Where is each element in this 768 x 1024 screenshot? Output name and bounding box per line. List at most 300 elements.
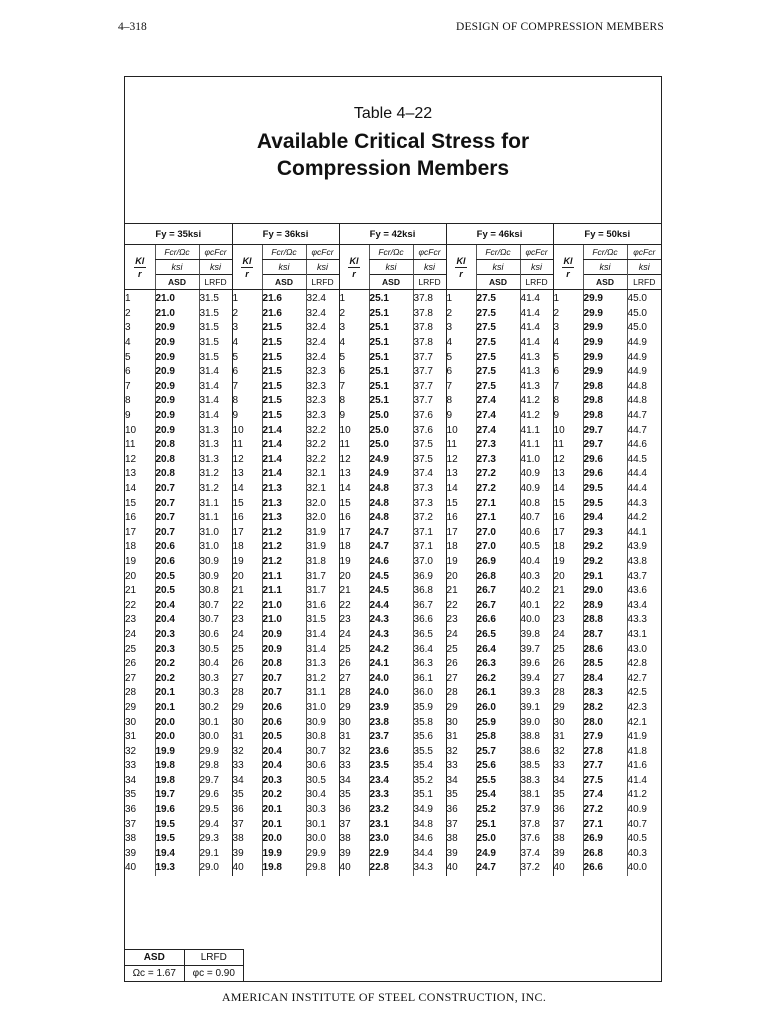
- asd-stress-value: 21.2: [262, 540, 306, 555]
- asd-stress-value: 25.6: [476, 759, 520, 774]
- lrfd-stress-value: 42.5: [627, 686, 661, 701]
- kl-r-value: 38: [339, 832, 369, 847]
- kl-r-value: 14: [339, 482, 369, 497]
- kl-r-value: 14: [125, 483, 137, 495]
- lrfd-stress-value: 39.3: [520, 686, 553, 701]
- asd-stress-value: 29.3: [583, 526, 627, 541]
- asd-stress-value: 20.9: [155, 321, 199, 336]
- asd-stress-value: 27.5: [476, 380, 520, 395]
- asd-stress-value: 28.9: [583, 598, 627, 613]
- lrfd-stress-value: 40.0: [627, 861, 661, 876]
- lrfd-stress-value: 42.7: [627, 671, 661, 686]
- lrfd-stress-value: 31.5: [306, 613, 339, 628]
- lrfd-stress-value: 32.0: [306, 496, 339, 511]
- asd-stress-value: 29.8: [583, 409, 627, 424]
- asd-stress-value: 29.5: [583, 482, 627, 497]
- asd-stress-value: 21.5: [262, 321, 306, 336]
- table-row: [125, 423, 661, 438]
- lrfd-stress-value: 30.8: [199, 584, 232, 599]
- lrfd-stress-value: 43.9: [627, 540, 661, 555]
- lrfd-stress-value: 43.8: [627, 555, 661, 570]
- lrfd-stress-value: 41.4: [520, 321, 553, 336]
- lrfd-stress-value: 31.5: [199, 350, 232, 365]
- lrfd-stress-value: 31.5: [199, 321, 232, 336]
- lrfd-stress-value: 30.9: [199, 555, 232, 570]
- r-label: r: [566, 268, 570, 279]
- lrfd-stress-value: 31.5: [199, 336, 232, 351]
- kl-r-value: 10: [232, 423, 262, 438]
- lrfd-stress-value: 40.7: [627, 817, 661, 832]
- lrfd-stress-value: 34.8: [413, 817, 446, 832]
- table-row: [125, 613, 661, 628]
- asd-stress-value: 21.3: [262, 482, 306, 497]
- table-row: [125, 496, 661, 511]
- asd-column-head: Fcr/Ωc: [476, 245, 520, 260]
- kl-r-value: 9: [232, 409, 262, 424]
- asd-stress-value: 28.8: [583, 613, 627, 628]
- kl-r-value: 40: [553, 861, 583, 876]
- table-row: [125, 321, 661, 336]
- lrfd-stress-value: 31.2: [199, 467, 232, 482]
- kl-r-value: 22: [553, 598, 583, 613]
- kl-r-value: 31: [553, 730, 583, 745]
- kl-r-value: 29: [553, 701, 583, 716]
- asd-stress-value: 23.9: [369, 701, 413, 716]
- lrfd-label: LRFD: [306, 275, 339, 290]
- asd-stress-value: 26.9: [476, 555, 520, 570]
- lrfd-stress-value: 39.6: [520, 657, 553, 672]
- unit-ksi: ksi: [155, 260, 199, 275]
- table-row: [125, 832, 661, 847]
- lrfd-stress-value: 44.4: [627, 482, 661, 497]
- asd-stress-value: 20.5: [262, 730, 306, 745]
- kl-r-value: 15: [232, 496, 262, 511]
- lrfd-stress-value: 43.1: [627, 628, 661, 643]
- asd-stress-value: 20.1: [262, 817, 306, 832]
- critical-stress-table: [125, 223, 661, 876]
- asd-stress-value: 20.4: [262, 744, 306, 759]
- asd-stress-value: 20.7: [262, 686, 306, 701]
- asd-stress-value: 25.4: [476, 788, 520, 803]
- table-row: [125, 701, 661, 716]
- asd-stress-value: 20.0: [155, 730, 199, 745]
- kl-r-value: 35: [553, 788, 583, 803]
- asd-stress-value: 19.8: [155, 774, 199, 789]
- kl-r-value: 3: [446, 321, 476, 336]
- lrfd-stress-value: 39.8: [520, 628, 553, 643]
- lrfd-stress-value: 29.9: [306, 847, 339, 862]
- asd-stress-value: 20.9: [155, 336, 199, 351]
- lrfd-stress-value: 31.1: [199, 511, 232, 526]
- kl-r-value: 32: [125, 745, 137, 757]
- kl-r-value: 20: [553, 569, 583, 584]
- kl-r-value: 34: [553, 774, 583, 789]
- kl-r-value: 7: [339, 380, 369, 395]
- lrfd-stress-value: 40.1: [520, 598, 553, 613]
- kl-r-value: 39: [339, 847, 369, 862]
- kl-r-value: 28: [232, 686, 262, 701]
- kl-r-value: 7: [553, 380, 583, 395]
- kl-r-value: 14: [446, 482, 476, 497]
- kl-r-value: 32: [446, 744, 476, 759]
- lrfd-stress-value: 42.3: [627, 701, 661, 716]
- asd-stress-value: 26.0: [476, 701, 520, 716]
- lrfd-stress-value: 44.6: [627, 438, 661, 453]
- kl-r-value: 31: [339, 730, 369, 745]
- asd-stress-value: 25.2: [476, 803, 520, 818]
- asd-stress-value: 24.1: [369, 657, 413, 672]
- lrfd-stress-value: 35.6: [413, 730, 446, 745]
- asd-stress-value: 26.7: [476, 584, 520, 599]
- kl-label: Kl: [349, 255, 359, 266]
- kl-r-value: 11: [339, 438, 369, 453]
- asd-stress-value: 27.7: [583, 759, 627, 774]
- asd-stress-value: 27.0: [476, 540, 520, 555]
- lrfd-stress-value: 30.3: [199, 686, 232, 701]
- asd-stress-value: 21.5: [262, 365, 306, 380]
- table-row: [125, 686, 661, 701]
- lrfd-stress-value: 36.6: [413, 613, 446, 628]
- asd-stress-value: 24.2: [369, 642, 413, 657]
- kl-r-value: 1: [553, 290, 583, 307]
- asd-label: ASD: [155, 275, 199, 290]
- asd-stress-value: 20.7: [262, 671, 306, 686]
- lrfd-stress-value: 32.2: [306, 438, 339, 453]
- kl-r-value: 22: [446, 598, 476, 613]
- lrfd-stress-value: 30.5: [306, 774, 339, 789]
- fy-header: Fy = 35ksi: [125, 224, 232, 245]
- lrfd-stress-value: 32.3: [306, 380, 339, 395]
- kl-r-value: 20: [339, 569, 369, 584]
- asd-stress-value: 22.8: [369, 861, 413, 876]
- lrfd-stress-value: 43.7: [627, 569, 661, 584]
- asd-stress-value: 20.0: [262, 832, 306, 847]
- kl-r-value: 31: [446, 730, 476, 745]
- kl-r-header: [339, 245, 369, 290]
- kl-r-value: 27: [446, 671, 476, 686]
- kl-r-value: 2: [553, 307, 583, 322]
- kl-r-value: 10: [339, 423, 369, 438]
- kl-r-value: 39: [446, 847, 476, 862]
- asd-stress-value: 27.4: [583, 788, 627, 803]
- kl-r-value: 33: [339, 759, 369, 774]
- asd-stress-value: 27.5: [476, 321, 520, 336]
- lrfd-stress-value: 32.1: [306, 482, 339, 497]
- kl-r-value: 12: [232, 453, 262, 468]
- unit-ksi: ksi: [199, 260, 232, 275]
- asd-stress-value: 26.2: [476, 671, 520, 686]
- fy-header: Fy = 50ksi: [553, 224, 661, 245]
- asd-stress-value: 28.4: [583, 671, 627, 686]
- asd-stress-value: 27.4: [476, 409, 520, 424]
- lrfd-stress-value: 30.6: [199, 628, 232, 643]
- asd-stress-value: 19.5: [155, 832, 199, 847]
- asd-stress-value: 29.4: [583, 511, 627, 526]
- kl-r-value: 30: [232, 715, 262, 730]
- asd-stress-value: 23.6: [369, 744, 413, 759]
- lrfd-stress-value: 30.4: [199, 657, 232, 672]
- lrfd-stress-value: 32.3: [306, 365, 339, 380]
- asd-stress-value: 27.5: [476, 336, 520, 351]
- kl-r-value: 37: [125, 818, 137, 830]
- asd-stress-value: 21.4: [262, 467, 306, 482]
- kl-r-value: 12: [553, 453, 583, 468]
- kl-r-value: 37: [339, 817, 369, 832]
- asd-stress-value: 20.9: [155, 394, 199, 409]
- asd-stress-value: 29.9: [583, 321, 627, 336]
- asd-stress-value: 21.4: [262, 423, 306, 438]
- asd-stress-value: 27.2: [476, 482, 520, 497]
- lrfd-stress-value: 38.8: [520, 730, 553, 745]
- kl-r-value: 9: [553, 409, 583, 424]
- kl-r-value: 29: [232, 701, 262, 716]
- kl-r-value: 13: [232, 467, 262, 482]
- kl-r-value: 19: [339, 555, 369, 570]
- kl-r-value: 10: [125, 424, 137, 436]
- kl-r-value: 33: [446, 759, 476, 774]
- table-row: [125, 774, 661, 789]
- phi-factor: φc = 0.90: [184, 966, 244, 981]
- kl-r-value: 28: [553, 686, 583, 701]
- asd-stress-value: 21.5: [262, 336, 306, 351]
- lrfd-stress-value: 31.6: [306, 598, 339, 613]
- lrfd-stress-value: 32.4: [306, 321, 339, 336]
- kl-r-value: 23: [339, 613, 369, 628]
- table-row: [125, 511, 661, 526]
- table-row: [125, 817, 661, 832]
- asd-stress-value: 27.9: [583, 730, 627, 745]
- lrfd-stress-value: 34.6: [413, 832, 446, 847]
- lrfd-stress-value: 37.6: [413, 409, 446, 424]
- kl-r-value: 12: [339, 453, 369, 468]
- asd-stress-value: 25.1: [369, 290, 413, 307]
- lrfd-stress-value: 40.9: [520, 467, 553, 482]
- asd-stress-value: 23.4: [369, 774, 413, 789]
- kl-r-value: 11: [125, 439, 136, 451]
- unit-ksi: ksi: [476, 260, 520, 275]
- asd-stress-value: 19.4: [155, 847, 199, 862]
- asd-label: ASD: [262, 275, 306, 290]
- kl-r-value: 5: [232, 350, 262, 365]
- asd-stress-value: 27.4: [476, 394, 520, 409]
- kl-r-header: [446, 245, 476, 290]
- asd-stress-value: 29.8: [583, 380, 627, 395]
- kl-r-value: 17: [339, 526, 369, 541]
- table-row: [125, 788, 661, 803]
- lrfd-stress-value: 44.9: [627, 365, 661, 380]
- asd-stress-value: 27.2: [476, 467, 520, 482]
- kl-r-value: 13: [125, 468, 137, 480]
- lrfd-stress-value: 40.9: [627, 803, 661, 818]
- lrfd-stress-value: 30.4: [306, 788, 339, 803]
- table-row: [125, 453, 661, 468]
- lrfd-stress-value: 37.8: [520, 817, 553, 832]
- kl-r-value: 18: [339, 540, 369, 555]
- lrfd-stress-value: 41.2: [520, 409, 553, 424]
- lrfd-stress-value: 41.4: [520, 290, 553, 307]
- lrfd-stress-value: 37.4: [520, 847, 553, 862]
- kl-r-value: 24: [446, 628, 476, 643]
- kl-r-value: 33: [125, 760, 137, 772]
- asd-stress-value: 20.7: [155, 496, 199, 511]
- kl-r-value: 24: [339, 628, 369, 643]
- asd-stress-value: 25.7: [476, 744, 520, 759]
- lrfd-stress-value: 38.6: [520, 744, 553, 759]
- asd-stress-value: 29.9: [583, 365, 627, 380]
- asd-label: ASD: [369, 275, 413, 290]
- kl-r-value: 21: [553, 584, 583, 599]
- lrfd-stress-value: 41.3: [520, 365, 553, 380]
- lrfd-stress-value: 40.9: [520, 482, 553, 497]
- lrfd-stress-value: 35.2: [413, 774, 446, 789]
- asd-stress-value: 19.7: [155, 788, 199, 803]
- asd-stress-value: 20.5: [155, 569, 199, 584]
- table-row: [125, 394, 661, 409]
- asd-stress-value: 27.5: [476, 290, 520, 307]
- kl-r-value: 26: [446, 657, 476, 672]
- asd-stress-value: 20.9: [262, 628, 306, 643]
- asd-stress-value: 29.0: [583, 584, 627, 599]
- lrfd-stress-value: 30.8: [306, 730, 339, 745]
- lrfd-stress-value: 32.3: [306, 409, 339, 424]
- kl-r-value: 30: [125, 716, 137, 728]
- kl-r-value: 4: [339, 336, 369, 351]
- kl-r-value: 25: [446, 642, 476, 657]
- lrfd-stress-value: 39.1: [520, 701, 553, 716]
- lrfd-stress-value: 29.0: [199, 861, 232, 876]
- fy-header: Fy = 42ksi: [339, 224, 446, 245]
- kl-r-value: 6: [232, 365, 262, 380]
- lrfd-stress-value: 31.2: [199, 482, 232, 497]
- kl-r-value: 9: [125, 410, 131, 422]
- lrfd-stress-value: 37.3: [413, 496, 446, 511]
- lrfd-stress-value: 31.3: [199, 438, 232, 453]
- kl-r-value: 2: [446, 307, 476, 322]
- table-row: [125, 307, 661, 322]
- lrfd-stress-value: 29.3: [199, 832, 232, 847]
- table-row: [125, 482, 661, 497]
- asd-stress-value: 21.2: [262, 555, 306, 570]
- asd-stress-value: 24.9: [476, 847, 520, 862]
- kl-r-value: 10: [446, 423, 476, 438]
- table-row: [125, 380, 661, 395]
- lrfd-stress-value: 30.6: [306, 759, 339, 774]
- asd-stress-value: 29.6: [583, 453, 627, 468]
- unit-ksi: ksi: [627, 260, 661, 275]
- asd-stress-value: 23.3: [369, 788, 413, 803]
- asd-stress-value: 29.9: [583, 336, 627, 351]
- lrfd-stress-value: 30.1: [199, 715, 232, 730]
- lrfd-stress-value: 37.6: [413, 423, 446, 438]
- kl-r-value: 39: [125, 847, 137, 859]
- table-row: [125, 336, 661, 351]
- table-title-line2: Compression Members: [276, 157, 510, 180]
- lrfd-stress-value: 31.0: [199, 526, 232, 541]
- asd-stress-value: 29.5: [583, 496, 627, 511]
- table-row: [125, 628, 661, 643]
- asd-stress-value: 22.9: [369, 847, 413, 862]
- asd-stress-value: 29.8: [583, 394, 627, 409]
- kl-r-value: 13: [339, 467, 369, 482]
- lrfd-stress-value: 39.4: [520, 671, 553, 686]
- kl-r-value: 29: [446, 701, 476, 716]
- lrfd-stress-value: 43.6: [627, 584, 661, 599]
- lrfd-stress-value: 45.0: [627, 307, 661, 322]
- asd-stress-value: 25.1: [369, 380, 413, 395]
- kl-r-value: 5: [339, 350, 369, 365]
- asd-stress-value: 25.1: [369, 321, 413, 336]
- asd-stress-value: 29.9: [583, 290, 627, 307]
- lrfd-stress-value: 42.1: [627, 715, 661, 730]
- asd-stress-value: 25.0: [476, 832, 520, 847]
- lrfd-stress-value: 37.7: [413, 350, 446, 365]
- lrfd-stress-value: 36.4: [413, 642, 446, 657]
- asd-stress-value: 20.4: [262, 759, 306, 774]
- asd-stress-value: 19.8: [155, 759, 199, 774]
- asd-stress-value: 27.0: [476, 526, 520, 541]
- lrfd-stress-value: 30.0: [199, 730, 232, 745]
- asd-stress-value: 26.7: [476, 598, 520, 613]
- asd-stress-value: 20.2: [262, 788, 306, 803]
- lrfd-stress-value: 32.2: [306, 453, 339, 468]
- asd-stress-value: 24.4: [369, 598, 413, 613]
- lrfd-stress-value: 44.4: [627, 467, 661, 482]
- asd-stress-value: 26.6: [476, 613, 520, 628]
- lrfd-stress-value: 37.8: [413, 307, 446, 322]
- lrfd-stress-value: 29.8: [306, 861, 339, 876]
- lrfd-stress-value: 44.8: [627, 380, 661, 395]
- kl-r-value: 23: [232, 613, 262, 628]
- kl-r-value: 19: [446, 555, 476, 570]
- asd-stress-value: 24.7: [476, 861, 520, 876]
- kl-r-value: 24: [125, 628, 137, 640]
- kl-r-value: 31: [232, 730, 262, 745]
- table-row: [125, 847, 661, 862]
- asd-stress-value: 27.1: [476, 511, 520, 526]
- kl-r-value: 20: [232, 569, 262, 584]
- lrfd-stress-value: 37.5: [413, 438, 446, 453]
- kl-r-value: 37: [446, 817, 476, 832]
- asd-column-head: Fcr/Ωc: [369, 245, 413, 260]
- asd-stress-value: 29.9: [583, 350, 627, 365]
- kl-label: Kl: [135, 255, 145, 266]
- lrfd-stress-value: 32.0: [306, 511, 339, 526]
- table-row: [125, 467, 661, 482]
- kl-r-header: [125, 245, 155, 290]
- asd-stress-value: 21.5: [262, 350, 306, 365]
- asd-stress-value: 29.2: [583, 555, 627, 570]
- asd-stress-value: 19.9: [155, 744, 199, 759]
- lrfd-stress-value: 29.8: [199, 759, 232, 774]
- lrfd-stress-value: 38.5: [520, 759, 553, 774]
- asd-stress-value: 24.5: [369, 584, 413, 599]
- asd-stress-value: 25.5: [476, 774, 520, 789]
- asd-stress-value: 21.5: [262, 394, 306, 409]
- lrfd-stress-value: 37.2: [413, 511, 446, 526]
- lrfd-stress-value: 30.9: [199, 569, 232, 584]
- kl-r-value: 11: [232, 438, 262, 453]
- kl-r-value: 8: [339, 394, 369, 409]
- kl-r-value: 3: [339, 321, 369, 336]
- lrfd-stress-value: 41.6: [627, 759, 661, 774]
- lrfd-stress-value: 44.9: [627, 336, 661, 351]
- kl-r-value: 36: [339, 803, 369, 818]
- lrfd-stress-value: 40.8: [520, 496, 553, 511]
- asd-stress-value: 21.0: [155, 307, 199, 322]
- kl-r-value: 16: [553, 511, 583, 526]
- kl-r-value: 23: [446, 613, 476, 628]
- lrfd-stress-value: 41.9: [627, 730, 661, 745]
